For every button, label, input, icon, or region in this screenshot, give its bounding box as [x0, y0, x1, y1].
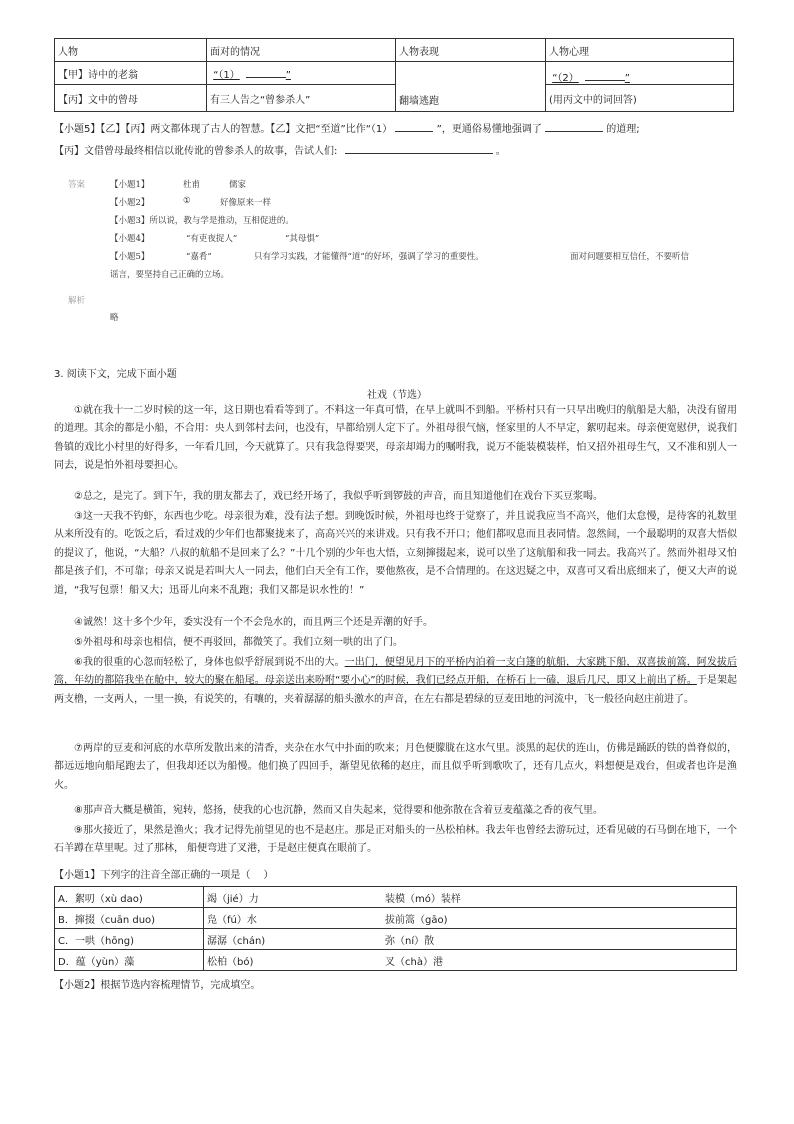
blank-cell[interactable]: “（1） ”: [207, 62, 396, 85]
blank-label: “（1）: [213, 69, 240, 81]
question-5-line2: 【丙】文借曾母最终相信以讹传讹的曾参杀人的故事，告试人们: 。: [54, 142, 506, 157]
table-cell: (用丙文中的词回答): [546, 85, 734, 112]
option-row[interactable]: C．一哄（hōng) 潺潺（chán) 弥（ní）散: [55, 929, 737, 950]
paragraph-3: ③这一天我不钓虾，东西也少吃。母亲很为难，没有法子想。到晚饭时候，外祖母也终于觉察了，并且说我应当不高兴，他们太怠慢，是待客的礼数里从来所没有的。吃饭之后，看过戏的少年们也都聚拢来了，高高兴兴的来讲戏。只有我不开口；他们都叹息而且表同情。忽然间，一个最聪明的双喜大悟似的提议了，他说，“大船？八叔的航船不是回来了么？”十几个别的少年也大悟，立刻撺掇起来，说可以坐了这航船和我一同去。我高兴了。然而外祖母又怕都是孩子们，不可靠；母亲又说是若叫大人一同去，他们白天全有工作，要他熬夜，是不合情理的。在这迟疑之中，双喜可又看出底细来了，便又大声的说道，“我写包票！船又大；迅哥儿向来不乱跑；我们又都是识水性的！”: [54, 511, 737, 596]
answer-item: 【小题2】: [110, 198, 150, 208]
answer-item: 【小题3】所以说，教与学是推动，互相促进的。: [110, 216, 294, 226]
answer-blank[interactable]: [345, 143, 493, 154]
analysis-label: 解析: [68, 296, 86, 306]
underlined-sentence: 一出门，便望见月下的平桥内泊着一支白篷的航船，大家跳下船，双喜拔前篙，阿发拔后篙，年幼的都陪我坐在舱中，较大的聚在船尾。母亲送出来吩咐“要小心”的时候，我们已经点开船，在桥石上一磕，退后几尺，即又上前出了桥。: [54, 657, 737, 687]
table-cell: 【甲】诗中的老翁: [55, 62, 207, 85]
options-table: [54, 886, 737, 971]
paragraph-7: ⑦两岸的豆麦和河底的水草所发散出来的清香，夹杂在水气中扑面的吹来；月色便朦胧在这水气里。淡黑的起伏的连山，仿佛是踊跃的铁的兽脊似的，都远远地向船尾跑去了，但我却还以为船慢。他们换了四回手，渐望见依稀的赵庄，而且似乎听到歌吹了，还有几点火，料想便是戏台，但或者也许是渔火。: [54, 743, 737, 791]
character-table: [54, 38, 734, 112]
blank-label: “（2）: [552, 73, 579, 84]
paragraph-6: ⑥我的很重的心忽而轻松了，身体也似乎舒展到说不出的大。一出门，便望见月下的平桥内泊着一支白篷的航船，大家跳下船，双喜拔前篙，阿发拔后篙，年幼的都陪我坐在舱中，较大的聚在船尾。母亲送出来吩咐“要小心”的时候，我们已经点开船，在桥石上一磕，退后几尺，即又上前出了桥。于是架起两支橹，一支两人，一里一换，有说笑的，有嚷的，夹着潺潺的船头激水的声音，在左右都是碧绿的豆麦田地的河流中，飞一般径向赵庄前进了。: [54, 657, 737, 705]
paragraph-1: ①就在我十一二岁时候的这一年，这日期也看看等到了。不料这一年真可惜，在早上就叫不到船。平桥村只有一只早出晚归的航船是大船，决没有留用的道理。其余的都是小船，不合用：央人到邻村去问，也没有，早都给别人定下了。外祖母很气恼，怪家里的人不早定，絮叨起来。母亲便宽慰伊，说我们鲁镇的戏比小村里的好得多，一年看几回，今天就算了。只有我急得要哭，母亲却竭力的嘱咐我，说万不能装模装样，怕又招外祖母生气，又不准和别人一同去，说是怕外祖母要担心。: [54, 405, 737, 472]
paragraph-9: ⑨那火接近了，果然是渔火；我才记得先前望见的也不是赵庄。那是正对船头的一丛松柏林。我去年也曾经去游玩过，还看见破的石马倒在地下，一个石羊蹲在草里呢。过了那林， 船便弯进了叉港，于是赵庄便真在眼前了。: [54, 825, 737, 855]
answer-blank[interactable]: [545, 121, 603, 132]
analysis-text: 略: [110, 313, 119, 323]
answer-item: 【小题1】: [110, 180, 150, 190]
paragraph-8: ⑧那声音大概是横笛，宛转，悠扬，使我的心也沉静，然而又自失起来，觉得要和他弥散在含着豆麦蕴藻之香的夜气里。: [74, 805, 603, 816]
table-cell: 有三人告之“曾参杀人”: [207, 85, 396, 112]
option-row[interactable]: B．撺掇（cuān duo) 凫（fú）水 拔前篙（gāo): [55, 908, 737, 929]
answer-item: 【小题4】: [110, 234, 150, 244]
answer-item: 【小题5】: [110, 252, 150, 262]
table-header: 人物心理: [546, 39, 734, 62]
question-1-stem: 【小题1】下列字的注音全部正确的一项是（ ）: [54, 870, 274, 881]
question-2-stem: 【小题2】根据节选内容梳理情节，完成填空。: [54, 980, 261, 991]
table-header: 人物: [55, 39, 207, 62]
table-header: 面对的情况: [207, 39, 396, 62]
option-row[interactable]: D．蕴（yùn）藻 松柏（bó) 叉（chà）港: [55, 950, 737, 971]
section-heading: 3. 阅读下文，完成下面小题: [54, 369, 177, 380]
table-cell: 【丙】文中的曾母: [55, 85, 207, 112]
table-header: 人物表现: [396, 39, 546, 62]
answer-label: 答案: [68, 180, 86, 190]
question-5-line1: 【小题5】【乙】【丙】两文都体现了古人的智慧。【乙】文把“至道”比作“（1） ”，更通俗易懂地强调了 的道理;: [54, 120, 640, 135]
answer-blank[interactable]: [395, 121, 433, 132]
paragraph-4: ④诚然！这十多个少年，委实没有一个不会凫水的，而且两三个还是弄潮的好手。: [74, 617, 433, 628]
option-row[interactable]: A．絮叨（xù dao) 竭（jié）力 装模（mó）装样: [55, 887, 737, 908]
paragraph-5: ⑤外祖母和母亲也相信，便不再驳回，都微笑了。我们立刻一哄的出了门。: [74, 637, 403, 648]
passage-title: 社戏（节选）: [367, 390, 427, 401]
blank-cell[interactable]: “（2） ”: [546, 62, 734, 85]
paragraph-2: ②总之，是完了。到下午，我的朋友都去了，戏已经开场了，我似乎听到锣鼓的声音，而且知道他们在戏台下买豆浆喝。: [74, 491, 603, 502]
table-cell: 翻墙逃跑: [396, 62, 546, 112]
